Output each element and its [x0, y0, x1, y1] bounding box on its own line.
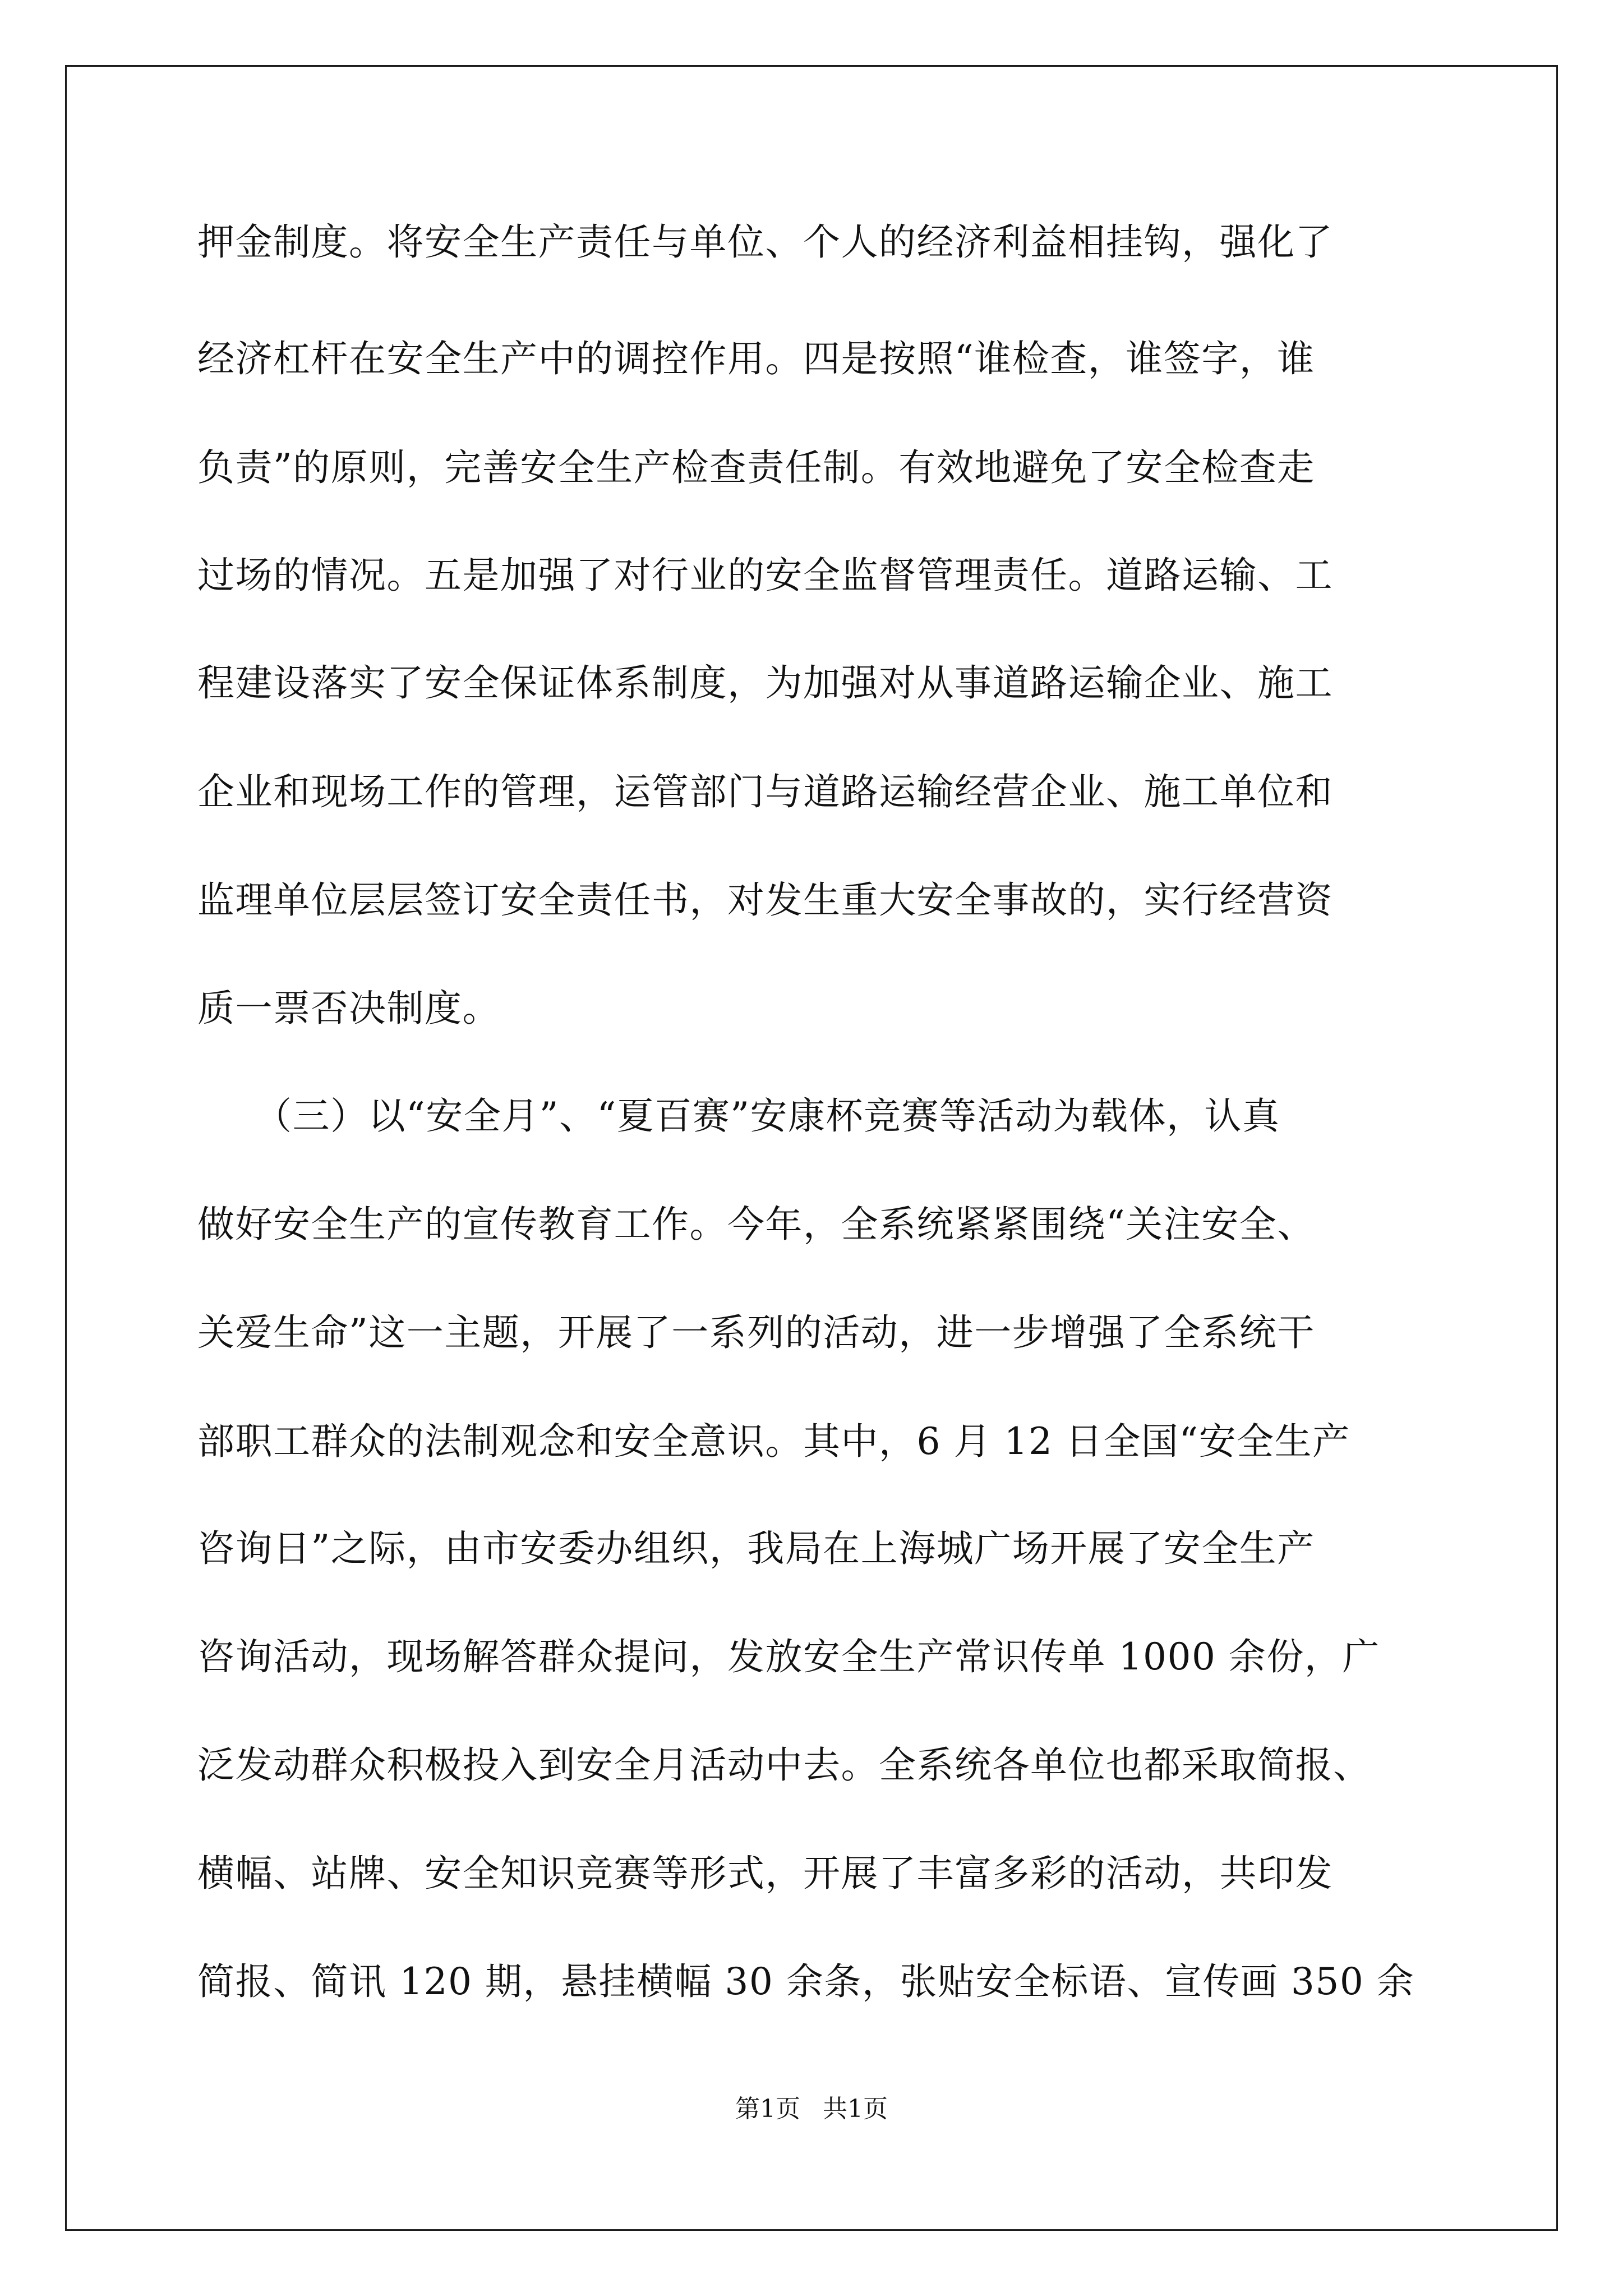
body-text-line: 咨询活动，现场解答群众提问，发放安全生产常识传单 1000 余份，广 — [197, 1635, 1380, 1678]
body-text-line: 泛发动群众积极投入到安全月活动中去。全系统各单位也都采取简报、 — [197, 1743, 1371, 1787]
body-text-line: 经济杠杆在安全生产中的调控作用。四是按照“谁检查，谁签字，谁 — [197, 337, 1315, 380]
body-text-line: 程建设落实了安全保证体系制度，为加强对从事道路运输企业、施工 — [197, 661, 1333, 705]
body-text-line: 简报、简讯 120 期，悬挂横幅 30 余条，张贴安全标语、宣传画 350 余 — [197, 1960, 1415, 2003]
body-text-line: 咨询日”之际，由市安委办组织，我局在上海城广场开展了安全生产 — [197, 1527, 1315, 1570]
body-text-line: 横幅、站牌、安全知识竞赛等形式，开展了丰富多彩的活动，共印发 — [197, 1852, 1333, 1895]
body-text-line: 质一票否决制度。 — [197, 987, 500, 1030]
body-text-line: 关爱生命”这一主题，开展了一系列的活动，进一步增强了全系统干 — [197, 1311, 1315, 1354]
section-heading-line: （三）以“安全月”、“夏百赛”安康杯竞赛等活动为载体，认真 — [197, 1094, 1280, 1138]
body-text-line: 企业和现场工作的管理，运管部门与道路运输经营企业、施工单位和 — [197, 770, 1333, 813]
page-footer — [0, 2093, 1623, 2125]
body-text-line: 部职工群众的法制观念和安全意识。其中，6 月 12 日全国“安全生产 — [197, 1420, 1350, 1463]
body-text-line: 过场的情况。五是加强了对行业的安全监督管理责任。道路运输、工 — [197, 554, 1333, 597]
page-number: 第1页 — [735, 2095, 800, 2123]
body-text-line: 监理单位层层签订安全责任书，对发生重大安全事故的，实行经营资 — [197, 878, 1333, 922]
page-total: 共1页 — [823, 2095, 888, 2123]
body-text-line: 做好安全生产的宣传教育工作。今年，全系统紧紧围绕“关注安全、 — [197, 1203, 1315, 1246]
page-border — [65, 65, 1558, 2231]
body-text-line: 负责”的原则，完善安全生产检查责任制。有效地避免了安全检查走 — [197, 446, 1315, 489]
body-text-line: 押金制度。将安全生产责任与单位、个人的经济利益相挂钩，强化了 — [197, 220, 1333, 264]
